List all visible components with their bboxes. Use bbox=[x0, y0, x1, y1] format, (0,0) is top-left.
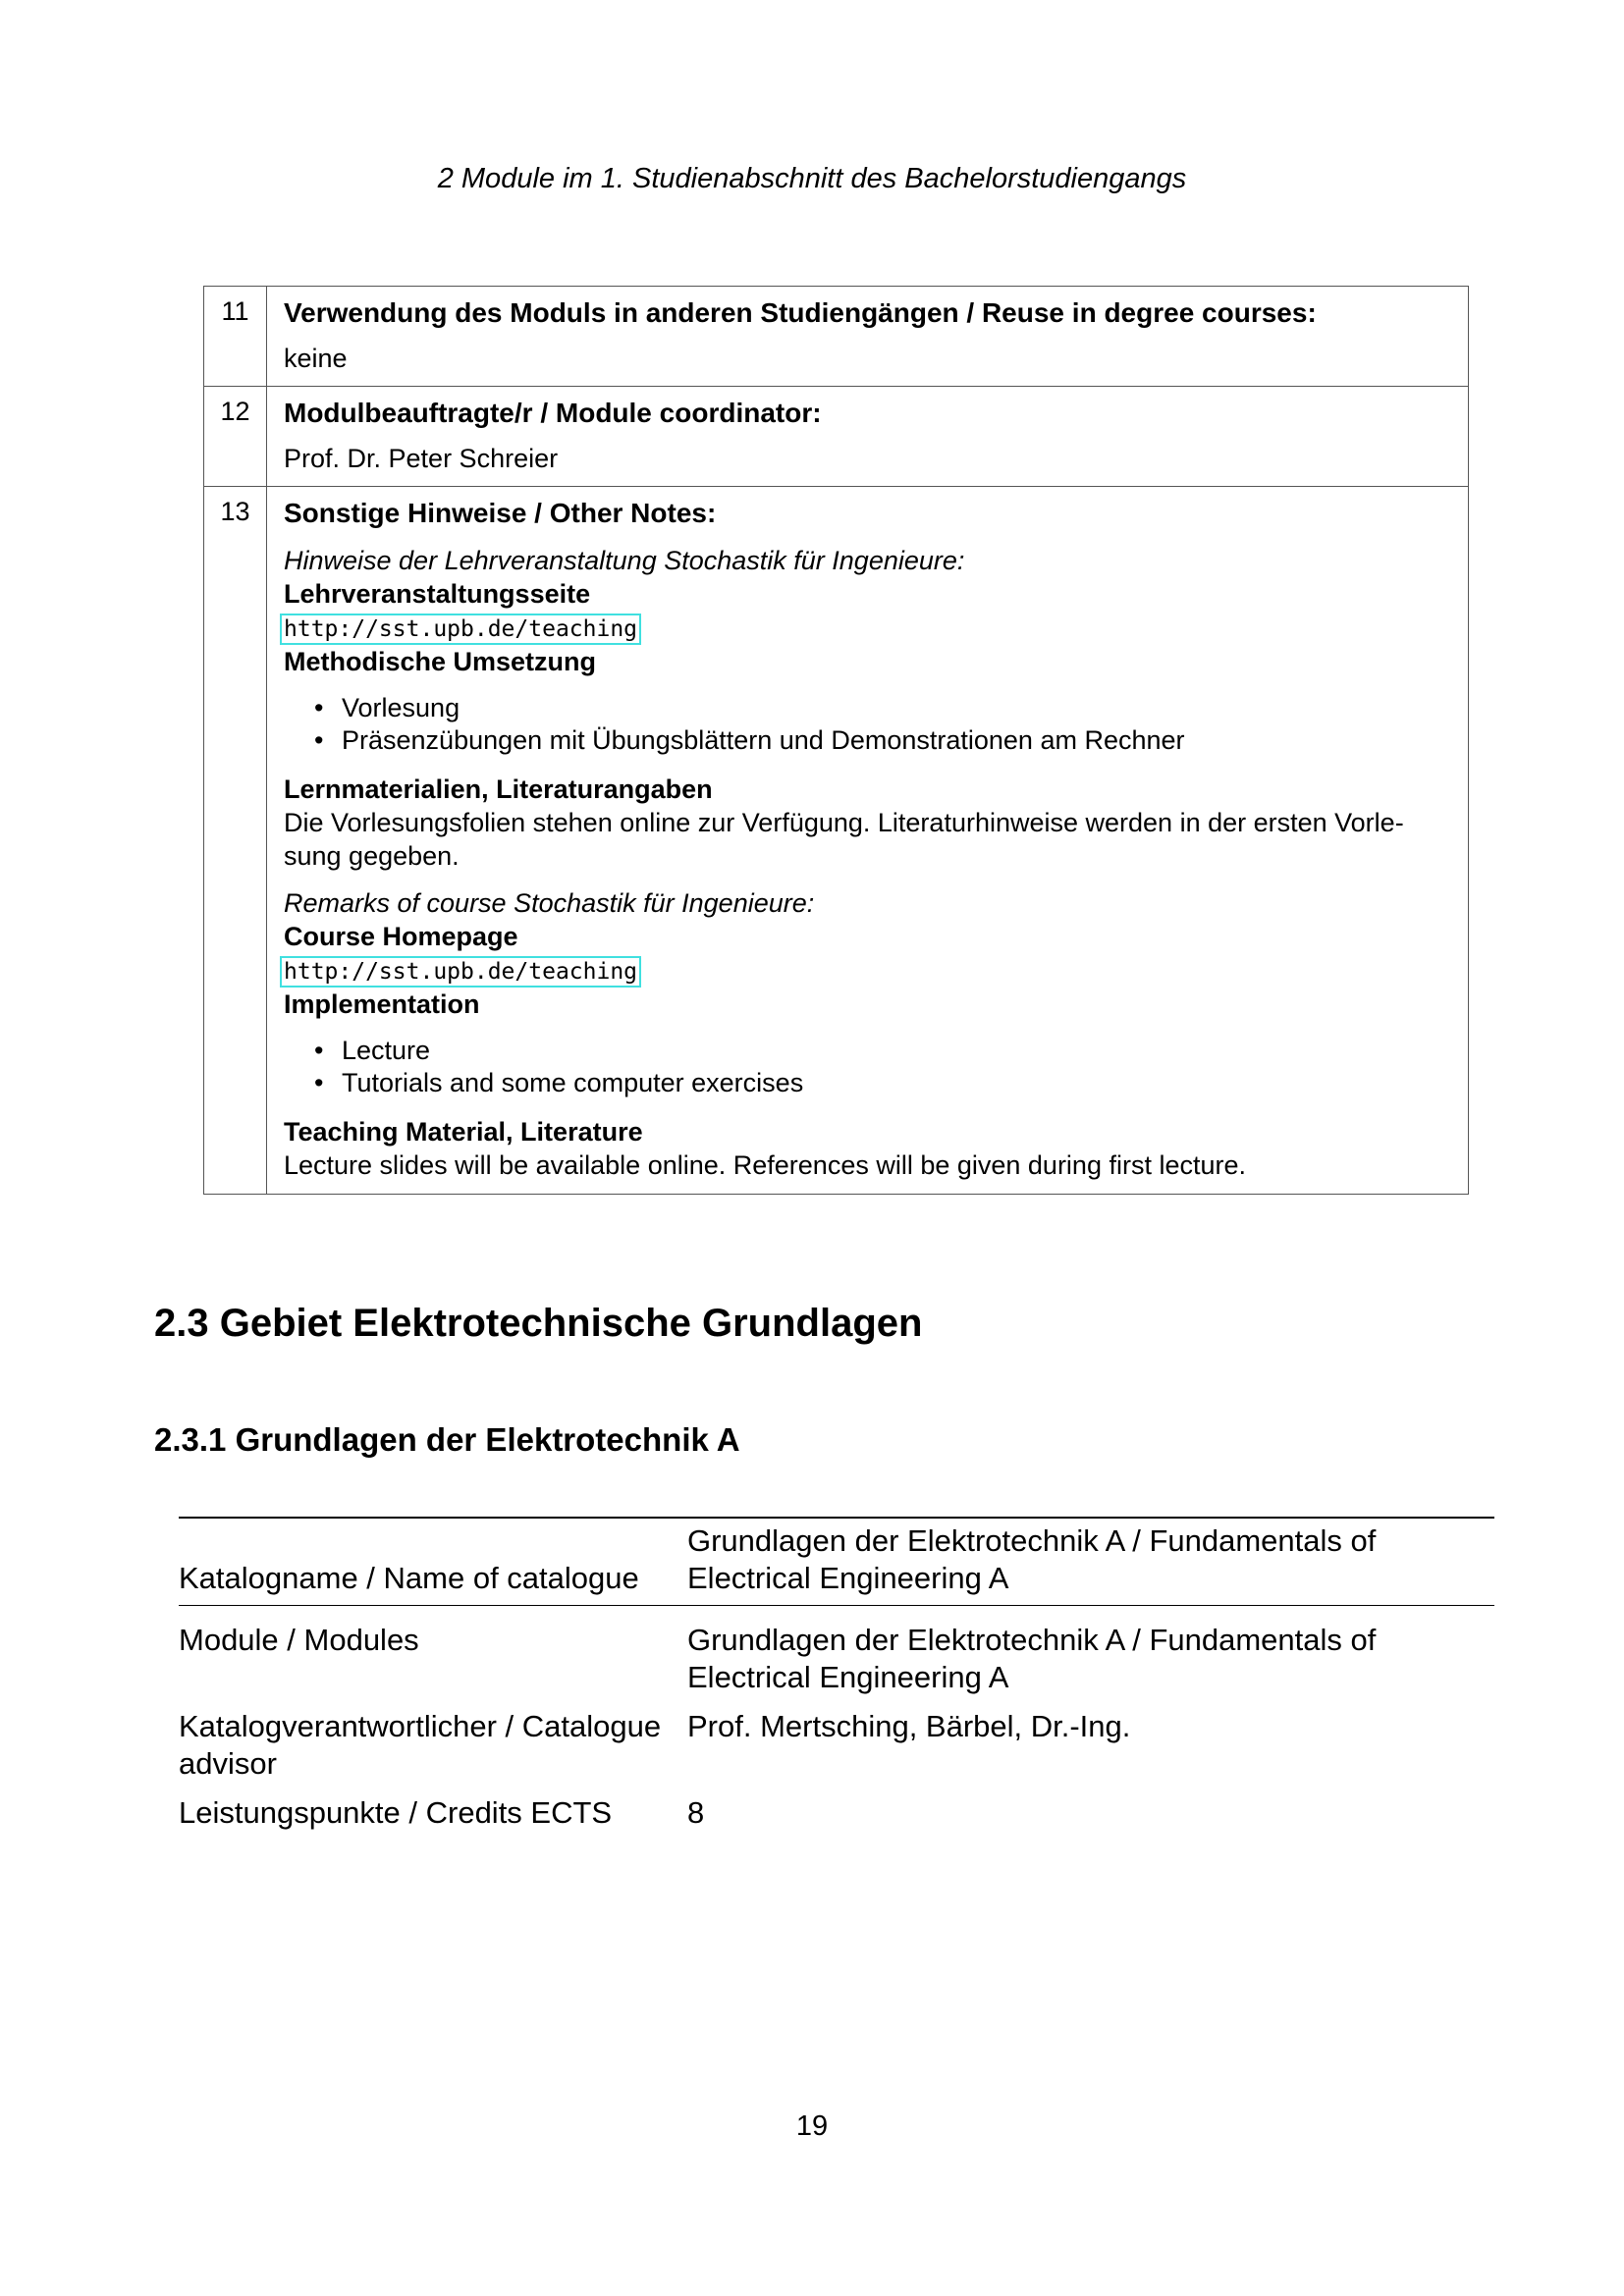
catalogue-value-line1: Grundlagen der Elektrotechnik A / Fundamentals of bbox=[687, 1623, 1377, 1657]
catalogue-value-line2: Electrical Engineering A bbox=[687, 1660, 1009, 1694]
row-content bbox=[267, 287, 1469, 387]
row-number: 12 bbox=[204, 387, 267, 487]
de-method-list bbox=[284, 692, 1454, 757]
catalogue-value bbox=[687, 1622, 1494, 1696]
table-row bbox=[204, 287, 1469, 387]
catalogue-value bbox=[687, 1794, 1494, 1832]
list-item: • Präsenzübungen mit Übungsblättern und Demonstrationen am Rechner bbox=[342, 724, 1454, 757]
de-course-link[interactable]: http://sst.upb.de/teaching bbox=[280, 614, 641, 645]
catalogue-key-line2: advisor bbox=[179, 1746, 277, 1781]
en-method-list bbox=[284, 1035, 1454, 1099]
en-material-heading: Teaching Material, Literature bbox=[284, 1117, 643, 1147]
table-row bbox=[204, 387, 1469, 487]
catalogue-key-line1: Leistungspunkte / Credits ECTS bbox=[179, 1795, 613, 1830]
de-method-heading: Methodische Umsetzung bbox=[284, 647, 597, 676]
row-title: Modulbeauftragte/r / Module coordinator: bbox=[284, 398, 822, 428]
de-page-heading: Lehrveranstaltungsseite bbox=[284, 579, 591, 609]
list-item: • Vorlesung bbox=[342, 692, 1454, 724]
row-number: 11 bbox=[204, 287, 267, 387]
catalogue-key bbox=[179, 1708, 687, 1783]
page-number: 19 bbox=[795, 2110, 829, 2142]
catalogue-key bbox=[179, 1622, 687, 1696]
list-item: • Tutorials and some computer exercises bbox=[342, 1067, 1454, 1099]
en-page-heading: Course Homepage bbox=[284, 922, 518, 951]
table-row bbox=[179, 1606, 1494, 1696]
catalogue-header-value bbox=[687, 1522, 1494, 1597]
catalogue-value-line1: 8 bbox=[687, 1795, 705, 1830]
catalogue-header-row bbox=[179, 1519, 1494, 1605]
row-value: keine bbox=[284, 344, 348, 373]
table-row bbox=[204, 487, 1469, 1195]
catalogue-key bbox=[179, 1794, 687, 1832]
de-intro: Hinweise der Lehrveranstaltung Stochastik für Ingenieure: bbox=[284, 546, 965, 575]
running-header: 2 Module im 1. Studienabschnitt des Bachelorstudiengangs bbox=[437, 163, 1187, 194]
en-material-text: Lecture slides will be available online. References will be given during first lecture. bbox=[284, 1150, 1247, 1180]
table-row bbox=[179, 1783, 1494, 1832]
row-value: Prof. Dr. Peter Schreier bbox=[284, 444, 559, 473]
de-material-text-line2: sung gegeben. bbox=[284, 841, 460, 871]
section-heading: 2.3 Gebiet Elektrotechnische Grundlagen bbox=[154, 1302, 923, 1345]
de-material-text-line1: Die Vorlesungsfolien stehen online zur Verfügung. Literaturhinweise werden in der ersten Vorle- bbox=[284, 808, 1404, 837]
en-intro: Remarks of course Stochastik für Ingenieure: bbox=[284, 888, 815, 918]
catalogue-header-key: Katalogname / Name of catalogue bbox=[179, 1561, 639, 1595]
catalogue-header-value-line2: Electrical Engineering A bbox=[687, 1561, 1009, 1595]
catalogue-header-value-line1: Grundlagen der Elektrotechnik A / Fundamentals of bbox=[687, 1523, 1377, 1558]
en-course-link[interactable]: http://sst.upb.de/teaching bbox=[280, 956, 641, 988]
catalogue-key-line1: Katalogverantwortlicher / Catalogue bbox=[179, 1709, 662, 1743]
table-row bbox=[179, 1696, 1494, 1783]
catalogue-value-line1: Prof. Mertsching, Bärbel, Dr.-Ing. bbox=[687, 1709, 1131, 1743]
module-table bbox=[203, 286, 1469, 1195]
other-notes bbox=[284, 544, 1454, 1182]
de-material-heading: Lernmaterialien, Literaturangaben bbox=[284, 774, 713, 804]
row-number: 13 bbox=[204, 487, 267, 1195]
row-content bbox=[267, 487, 1469, 1195]
catalogue-key-line1: Module / Modules bbox=[179, 1623, 419, 1657]
en-method-heading: Implementation bbox=[284, 989, 480, 1019]
catalogue-table bbox=[179, 1517, 1494, 1832]
catalogue-value bbox=[687, 1708, 1494, 1783]
subsection-heading: 2.3.1 Grundlagen der Elektrotechnik A bbox=[154, 1421, 740, 1458]
row-title: Verwendung des Moduls in anderen Studiengängen / Reuse in degree courses: bbox=[284, 297, 1317, 328]
list-item: • Lecture bbox=[342, 1035, 1454, 1067]
row-content bbox=[267, 387, 1469, 487]
row-title: Sonstige Hinweise / Other Notes: bbox=[284, 498, 717, 528]
